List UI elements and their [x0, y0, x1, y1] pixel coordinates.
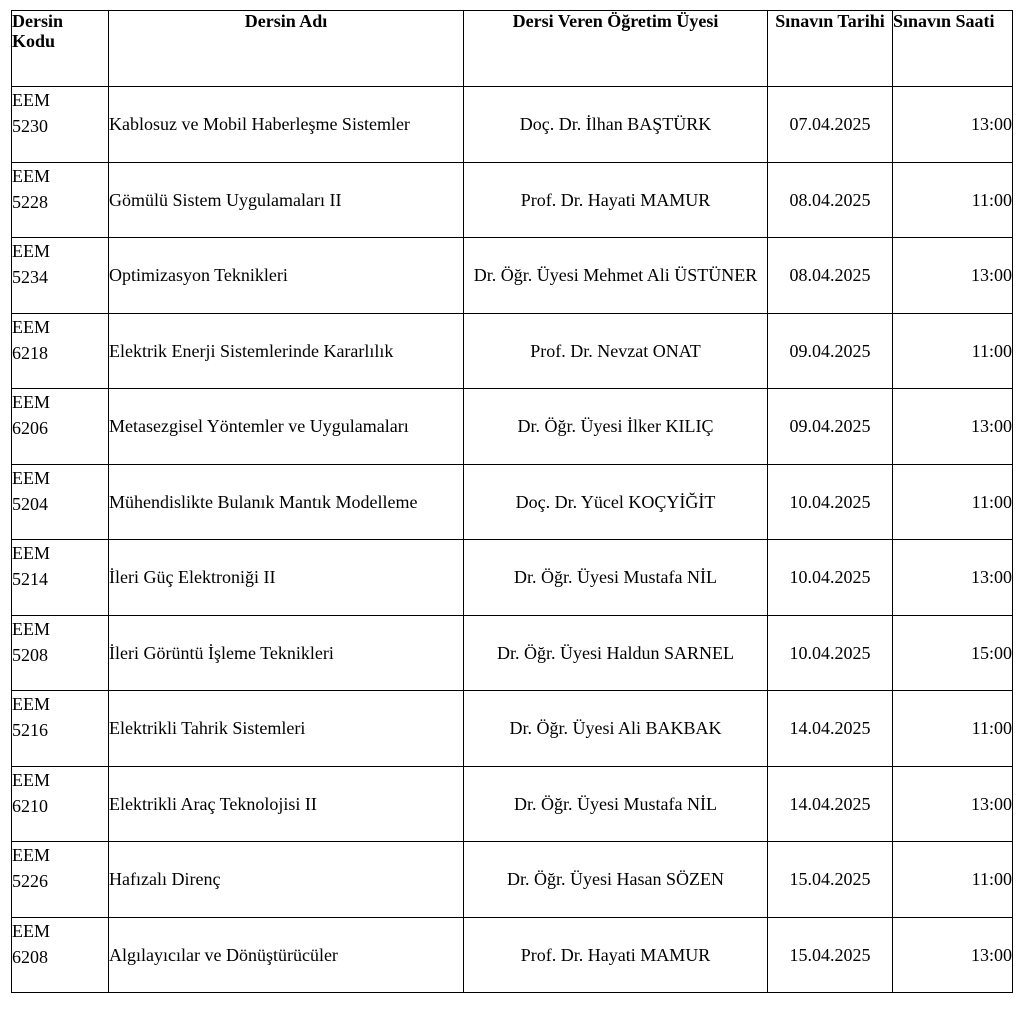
course-name: İleri Görüntü İşleme Teknikleri: [109, 615, 464, 691]
header-exam-time: Sınavın Saati: [893, 11, 1013, 87]
instructor: Dr. Öğr. Üyesi Ali BAKBAK: [464, 691, 768, 767]
exam-time: 11:00: [893, 464, 1013, 540]
exam-date: 14.04.2025: [768, 766, 893, 842]
header-exam-date: Sınavın Tarihi: [768, 11, 893, 87]
exam-time: 11:00: [893, 162, 1013, 238]
course-code-prefix: EEM: [12, 920, 50, 941]
course-code-number: 6206: [12, 418, 48, 438]
instructor: Dr. Öğr. Üyesi İlker KILIÇ: [464, 389, 768, 465]
table-row: [12, 540, 1013, 616]
instructor: Prof. Dr. Hayati MAMUR: [464, 162, 768, 238]
course-code: [12, 615, 109, 691]
exam-time: 11:00: [893, 313, 1013, 389]
course-name: Elektrikli Araç Teknolojisi II: [109, 766, 464, 842]
course-code: [12, 389, 109, 465]
exam-time: 13:00: [893, 238, 1013, 314]
course-code: [12, 917, 109, 993]
exam-date: 09.04.2025: [768, 313, 893, 389]
instructor: Doç. Dr. Yücel KOÇYİĞİT: [464, 464, 768, 540]
course-code-prefix: EEM: [12, 543, 50, 563]
course-code-prefix: EEM: [12, 392, 50, 412]
exam-time: 15:00: [893, 615, 1013, 691]
course-code-prefix: EEM: [12, 769, 50, 790]
course-name: Optimizasyon Teknikleri: [109, 238, 464, 314]
course-name: Gömülü Sistem Uygulamaları II: [109, 162, 464, 238]
instructor: Dr. Öğr. Üyesi Mustafa NİL: [464, 766, 768, 842]
course-code: [12, 691, 109, 767]
instructor: Dr. Öğr. Üyesi Mehmet Ali ÜSTÜNER: [464, 238, 768, 314]
course-name: Hafızalı Direnç: [109, 842, 464, 918]
exam-date: 14.04.2025: [768, 691, 893, 767]
course-code-prefix: EEM: [12, 845, 50, 865]
course-code-prefix: EEM: [12, 90, 50, 110]
exam-time: 13:00: [893, 540, 1013, 616]
course-name: Algılayıcılar ve Dönüştürücüler: [109, 917, 464, 993]
instructor: Prof. Dr. Nevzat ONAT: [464, 313, 768, 389]
course-code-prefix: EEM: [12, 316, 50, 337]
table-row: [12, 917, 1013, 993]
exam-date: 07.04.2025: [768, 87, 893, 163]
instructor: Dr. Öğr. Üyesi Haldun SARNEL: [464, 615, 768, 691]
course-code-number: 6210: [12, 795, 48, 816]
course-code-number: 6218: [12, 342, 48, 363]
course-code-number: 5216: [12, 720, 48, 740]
course-code: [12, 842, 109, 918]
instructor: Doç. Dr. İlhan BAŞTÜRK: [464, 87, 768, 163]
course-name: Metasezgisel Yöntemler ve Uygulamaları: [109, 389, 464, 465]
course-name: İleri Güç Elektroniği II: [109, 540, 464, 616]
course-code-number: 6208: [12, 946, 48, 967]
exam-date: 15.04.2025: [768, 842, 893, 918]
course-name: Elektrikli Tahrik Sistemleri: [109, 691, 464, 767]
course-code-number: 5204: [12, 493, 48, 514]
exam-date: 10.04.2025: [768, 540, 893, 616]
course-code-number: 5208: [12, 644, 48, 665]
exam-time: 13:00: [893, 917, 1013, 993]
course-code: [12, 313, 109, 389]
course-code-number: 5214: [12, 569, 48, 589]
table-row: [12, 162, 1013, 238]
exam-date: 15.04.2025: [768, 917, 893, 993]
course-code: [12, 87, 109, 163]
exam-date: 08.04.2025: [768, 162, 893, 238]
course-name: Elektrik Enerji Sistemlerinde Kararlılık: [109, 313, 464, 389]
course-name: Mühendislikte Bulanık Mantık Modelleme: [109, 464, 464, 540]
course-code: [12, 464, 109, 540]
course-code-prefix: EEM: [12, 467, 50, 488]
course-code-number: 5234: [12, 267, 48, 287]
instructor: Prof. Dr. Hayati MAMUR: [464, 917, 768, 993]
course-code-prefix: EEM: [12, 241, 50, 261]
table-row: [12, 464, 1013, 540]
table-row: [12, 87, 1013, 163]
course-code-number: 5228: [12, 191, 48, 212]
exam-date: 10.04.2025: [768, 464, 893, 540]
table-row: [12, 766, 1013, 842]
course-code-prefix: EEM: [12, 618, 50, 639]
table-row: [12, 842, 1013, 918]
exam-date: 09.04.2025: [768, 389, 893, 465]
exam-time: 13:00: [893, 766, 1013, 842]
instructor: Dr. Öğr. Üyesi Hasan SÖZEN: [464, 842, 768, 918]
course-code: [12, 162, 109, 238]
header-course-name: Dersin Adı: [109, 11, 464, 87]
table-row: [12, 313, 1013, 389]
course-code-number: 5230: [12, 116, 48, 136]
course-code: [12, 766, 109, 842]
exam-date: 10.04.2025: [768, 615, 893, 691]
course-code-number: 5226: [12, 871, 48, 891]
table-row: [12, 615, 1013, 691]
exam-schedule-table: [11, 10, 1013, 993]
instructor: Dr. Öğr. Üyesi Mustafa NİL: [464, 540, 768, 616]
header-row: [12, 11, 1013, 87]
course-code: [12, 540, 109, 616]
course-code-prefix: EEM: [12, 165, 50, 186]
exam-time: 11:00: [893, 842, 1013, 918]
exam-date: 08.04.2025: [768, 238, 893, 314]
exam-time: 11:00: [893, 691, 1013, 767]
table-row: [12, 238, 1013, 314]
table-row: [12, 691, 1013, 767]
header-course-code: Dersin Kodu: [12, 11, 109, 87]
course-code: [12, 238, 109, 314]
header-instructor: Dersi Veren Öğretim Üyesi: [464, 11, 768, 87]
course-name: Kablosuz ve Mobil Haberleşme Sistemler: [109, 87, 464, 163]
table-row: [12, 389, 1013, 465]
exam-time: 13:00: [893, 389, 1013, 465]
course-code-prefix: EEM: [12, 694, 50, 714]
exam-time: 13:00: [893, 87, 1013, 163]
